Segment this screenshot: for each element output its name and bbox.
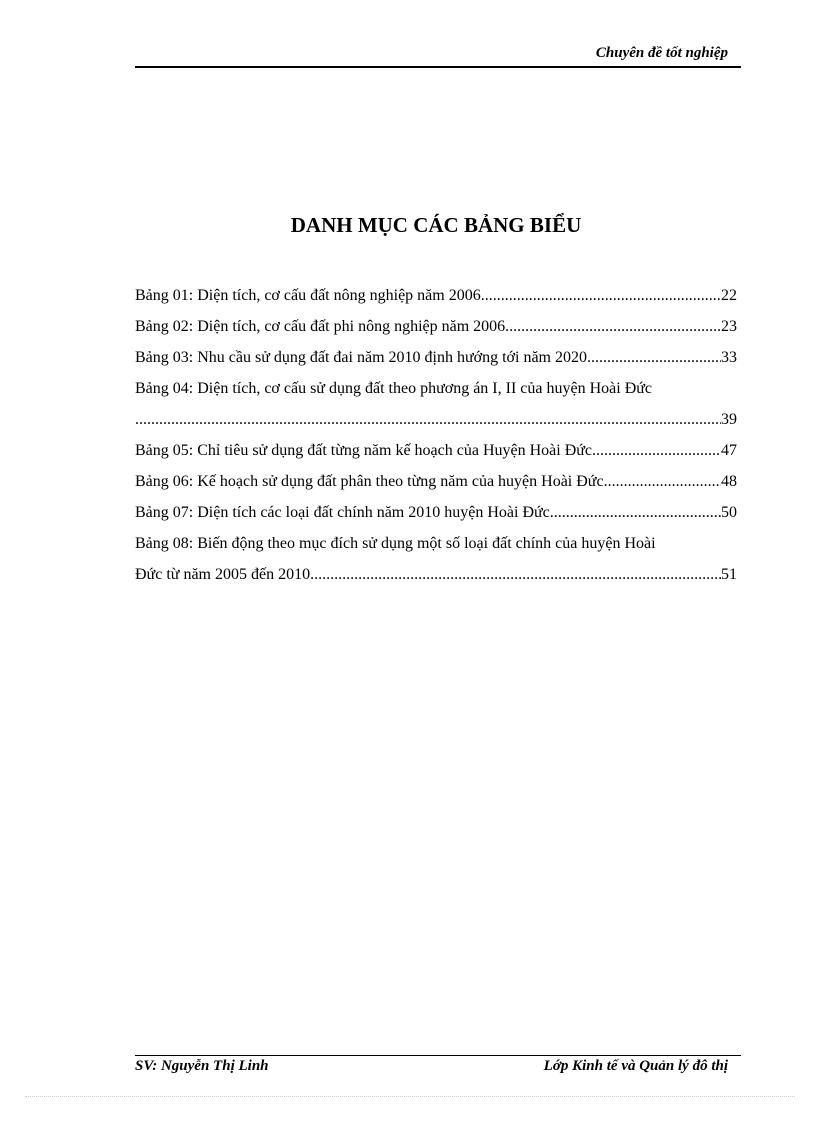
toc-entry-text: Bảng 08: Biến động theo mục đích sử dụng một số loại đất chính của huyện Hoài: [135, 535, 656, 552]
toc-entry-text: Bảng 07: Diện tích các loại đất chính năm 2010 huyện Hoài Đức: [135, 504, 550, 521]
header-divider: [135, 66, 741, 68]
toc-entry[interactable]: [135, 280, 737, 311]
toc-leader: [604, 466, 721, 497]
document-heading: DANH MỤC CÁC BẢNG BIỂU: [290, 213, 582, 237]
toc-entry-page: 23: [721, 318, 737, 335]
toc-entry[interactable]: [135, 497, 737, 528]
toc-entry-text: Bảng 04: Diện tích, cơ cấu sử dụng đất theo phương án I, II của huyện Hoài Đức: [135, 380, 653, 397]
toc-entry-continuation[interactable]: [135, 559, 737, 590]
toc-entry[interactable]: [135, 466, 737, 497]
page-edge-divider: [25, 1096, 795, 1097]
footer-divider: [135, 1055, 741, 1056]
toc-leader: [505, 311, 721, 342]
toc-entry[interactable]: [135, 373, 737, 404]
table-of-contents: [135, 280, 737, 590]
header-title: Chuyên đề tốt nghiệp: [595, 45, 728, 61]
toc-leader: [592, 435, 721, 466]
toc-entry-text: Đức từ năm 2005 đến 2010: [135, 566, 311, 583]
toc-entry-page: 47: [721, 442, 737, 459]
toc-entry-page: 48: [721, 473, 737, 490]
toc-entry-text: Bảng 06: Kế hoạch sử dụng đất phân theo từng năm của huyện Hoài Đức: [135, 473, 604, 490]
footer-student: SV: Nguyễn Thị Linh: [135, 1058, 269, 1074]
toc-entry-page: 39: [721, 411, 737, 428]
toc-leader: [135, 404, 721, 435]
toc-leader: [550, 497, 721, 528]
toc-leader: [587, 342, 721, 373]
toc-entry[interactable]: [135, 435, 737, 466]
toc-entry-text: Bảng 01: Diện tích, cơ cấu đất nông nghiệp năm 2006: [135, 287, 481, 304]
toc-entry-page: 51: [721, 566, 737, 583]
toc-leader: [310, 559, 721, 590]
toc-entry[interactable]: [135, 528, 737, 559]
toc-entry[interactable]: [135, 311, 737, 342]
toc-entry-page: 33: [721, 349, 737, 366]
footer-class: Lớp Kinh tế và Quản lý đô thị: [543, 1058, 728, 1074]
toc-entry-page: 22: [721, 287, 737, 304]
toc-entry-continuation[interactable]: [135, 404, 737, 435]
toc-entry-text: Bảng 03: Nhu cầu sử dụng đất đai năm 2010 định hướng tới năm 2020: [135, 349, 587, 366]
toc-leader: [481, 280, 721, 311]
toc-entry-text: Bảng 05: Chỉ tiêu sử dụng đất từng năm kế hoạch của Huyện Hoài Đức: [135, 442, 593, 459]
toc-entry-page: 50: [721, 504, 737, 521]
toc-entry-text: Bảng 02: Diện tích, cơ cấu đất phi nông nghiệp năm 2006: [135, 318, 506, 335]
toc-entry[interactable]: [135, 342, 737, 373]
